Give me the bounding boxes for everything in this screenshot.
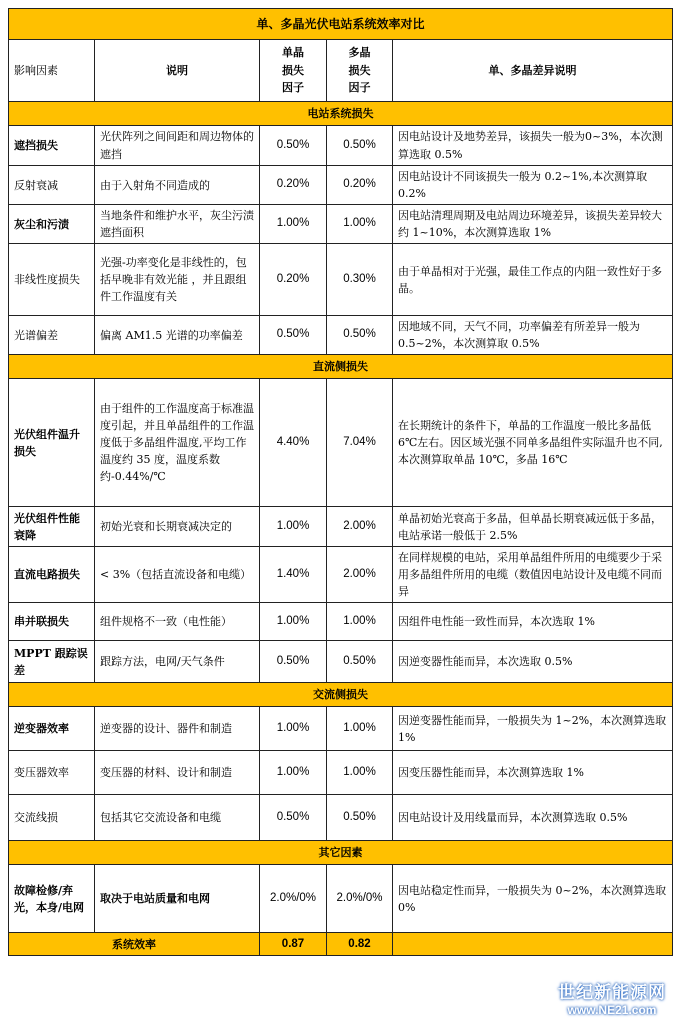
row-diff: 因电站设计不同该损失一般为 0.2~1%,本次测算取 0.2% [393,166,673,205]
total-empty [393,933,673,956]
row-mono-loss: 1.00% [260,751,327,795]
section-title: 直流侧损失 [9,355,673,379]
row-poly-loss: 2.0%/0% [327,865,393,933]
row-mono-loss: 0.50% [260,316,327,355]
row-desc: 组件规格不一致（电性能） [95,603,260,641]
table-row [9,244,673,316]
row-desc: 光强-功率变化是非线性的，包括早晚非有效光能 ，并且跟组件工作温度有关 [95,244,260,316]
row-factor: 光伏组件温升损失 [9,379,95,507]
row-factor: 变压器效率 [9,751,95,795]
row-poly-loss: 0.30% [327,244,393,316]
section-header [9,841,673,865]
row-diff: 单晶初始光衰高于多晶，但单晶长期衰减远低于多晶，电站承诺一般低于 2.5% [393,507,673,547]
row-desc: 由于入射角不同造成的 [95,166,260,205]
row-desc: 偏离 AM1.5 光谱的功率偏差 [95,316,260,355]
watermark-name: 世纪新能源网 [558,983,666,1002]
row-poly-loss: 1.00% [327,603,393,641]
row-poly-loss: 1.00% [327,707,393,751]
row-factor: 灰尘和污渍 [9,205,95,244]
table-title: 单、多晶光伏电站系统效率对比 [9,9,673,40]
table-row [9,751,673,795]
row-diff: 因电站清理周期及电站周边环境差异，该损失差异较大约 1~10%，本次测算选取 1% [393,205,673,244]
row-factor: 故障检修/弃光，本身/电网 [9,865,95,933]
table-row [9,205,673,244]
table-row [9,507,673,547]
table-title-row [9,9,673,40]
row-poly-loss: 0.50% [327,316,393,355]
row-mono-loss: 1.00% [260,603,327,641]
total-mono: 0.87 [260,933,327,956]
section-title: 交流侧损失 [9,683,673,707]
row-poly-loss: 0.20% [327,166,393,205]
row-poly-loss: 2.00% [327,507,393,547]
row-factor: 逆变器效率 [9,707,95,751]
row-mono-loss: 0.50% [260,126,327,166]
row-diff: 在同样规模的电站，采用单晶组件所用的电缆要少于采用多晶组件所用的电缆（数值因电站设计及电缆不同而异 [393,547,673,603]
row-poly-loss: 1.00% [327,751,393,795]
header-factor: 影响因素 [9,40,95,102]
row-desc: 包括其它交流设备和电缆 [95,795,260,841]
header-row [9,40,673,102]
row-diff: 因地域不同，天气不同，功率偏差有所差异一般为 0.5~2%，本次测算取 0.5% [393,316,673,355]
row-diff: 因逆变器性能而异，一般损失为 1~2%，本次测算选取 1% [393,707,673,751]
table-row [9,316,673,355]
row-desc: 光伏阵列之间间距和周边物体的遮挡 [95,126,260,166]
row-factor: 串并联损失 [9,603,95,641]
table-row [9,865,673,933]
table-row [9,641,673,683]
section-header [9,683,673,707]
total-poly: 0.82 [327,933,393,956]
row-desc: 由于组件的工作温度高于标准温度引起，并且单晶组件的工作温度低于多晶组件温度,平均工作温度约 35 度，温度系数约-0.44%/℃ [95,379,260,507]
row-diff: 因电站稳定性而异，一般损失为 0~2%，本次测算选取 0% [393,865,673,933]
row-mono-loss: 4.40% [260,379,327,507]
total-row [9,933,673,956]
table-row [9,379,673,507]
row-desc: 跟踪方法，电网/天气条件 [95,641,260,683]
row-factor: 光谱偏差 [9,316,95,355]
row-mono-loss: 0.50% [260,641,327,683]
row-diff: 因电站设计及用线量而异，本次测算选取 0.5% [393,795,673,841]
row-diff: 因电站设计及地势差异，该损失一般为0~3%，本次测算选取 0.5% [393,126,673,166]
row-factor: 遮挡损失 [9,126,95,166]
row-diff: 因组件电性能一致性而异，本次选取 1% [393,603,673,641]
row-poly-loss: 7.04% [327,379,393,507]
row-poly-loss: 0.50% [327,641,393,683]
row-desc: 当地条件和维护水平，灰尘污渍遮挡面积 [95,205,260,244]
row-mono-loss: 1.00% [260,205,327,244]
watermark-url: www.NE21.com [567,1003,657,1017]
row-factor: 反射衰减 [9,166,95,205]
row-desc: < 3%（包括直流设备和电缆） [95,547,260,603]
row-mono-loss: 0.20% [260,244,327,316]
table-row [9,795,673,841]
efficiency-table [8,8,673,956]
row-diff: 因逆变器性能而异，本次选取 0.5% [393,641,673,683]
row-desc: 变压器的材料、设计和制造 [95,751,260,795]
row-mono-loss: 1.00% [260,507,327,547]
row-factor: 直流电路损失 [9,547,95,603]
row-poly-loss: 1.00% [327,205,393,244]
section-title: 其它因素 [9,841,673,865]
row-factor: 非线性度损失 [9,244,95,316]
row-poly-loss: 0.50% [327,126,393,166]
section-header [9,355,673,379]
total-label: 系统效率 [9,933,260,956]
header-poly: 多晶 损失 因子 [327,40,393,102]
row-mono-loss: 1.40% [260,547,327,603]
site-watermark [551,978,673,1024]
row-factor: MPPT 跟踪误差 [9,641,95,683]
row-mono-loss: 1.00% [260,707,327,751]
row-poly-loss: 2.00% [327,547,393,603]
table-row [9,166,673,205]
row-mono-loss: 0.20% [260,166,327,205]
row-factor: 光伏组件性能衰降 [9,507,95,547]
table-row [9,707,673,751]
header-desc: 说明 [95,40,260,102]
section-header [9,102,673,126]
section-title: 电站系统损失 [9,102,673,126]
row-mono-loss: 0.50% [260,795,327,841]
row-desc: 取决于电站质量和电网 [95,865,260,933]
row-desc: 逆变器的设计、器件和制造 [95,707,260,751]
row-diff: 因变压器性能而异，本次测算选取 1% [393,751,673,795]
row-desc: 初始光衰和长期衰减决定的 [95,507,260,547]
row-factor: 交流线损 [9,795,95,841]
header-diff: 单、多晶差异说明 [393,40,673,102]
table-row [9,126,673,166]
row-diff: 由于单晶相对于光强，最佳工作点的内阻一致性好于多晶。 [393,244,673,316]
table-row [9,547,673,603]
header-mono: 单晶 损失 因子 [260,40,327,102]
row-mono-loss: 2.0%/0% [260,865,327,933]
table-row [9,603,673,641]
row-diff: 在长期统计的条件下，单晶的工作温度一般比多晶低 6℃左右。因区域光强不同单多晶组件实际温升也不同,本次测算取单晶 10℃，多晶 16℃ [393,379,673,507]
row-poly-loss: 0.50% [327,795,393,841]
